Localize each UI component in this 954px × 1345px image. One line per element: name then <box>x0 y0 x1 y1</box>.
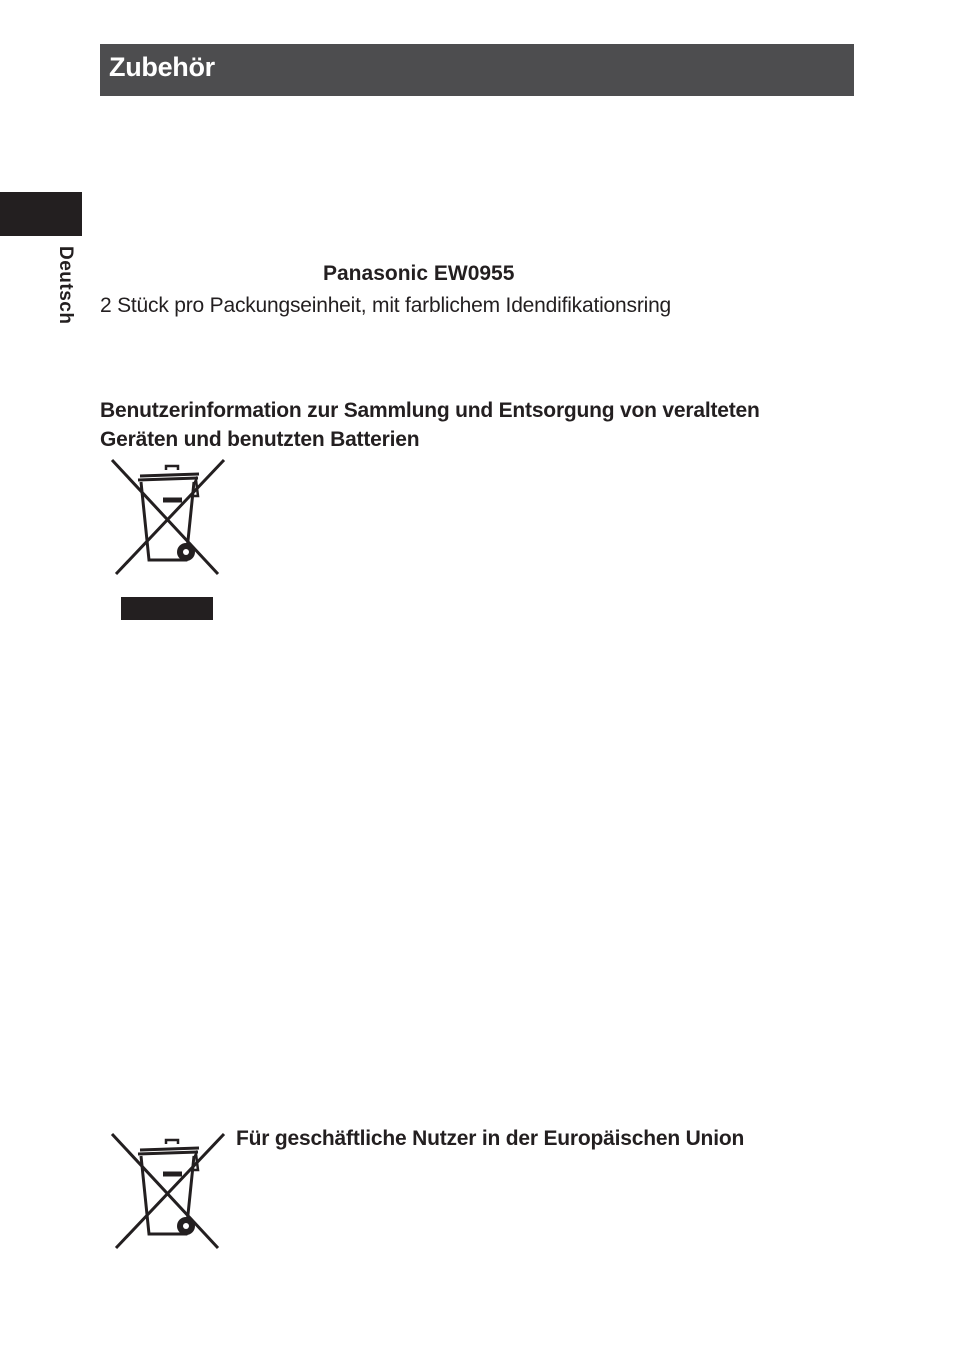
crossed-out-wheelie-bin-icon <box>108 456 228 578</box>
accessory-description: 2 Stück pro Packungseinheit, mit farblichem Idendifikationsring <box>100 294 672 317</box>
disposal-heading-line-2: Geräten und benutzten Batterien <box>100 428 420 451</box>
section-header-bar <box>100 44 854 96</box>
language-tab-label: Deutsch <box>55 246 76 325</box>
disposal-heading-line-1: Benutzerinformation zur Sammlung und Entsorgung von veralteten <box>100 399 760 422</box>
disposal-heading <box>100 396 860 454</box>
accessory-model-name: Panasonic EW0955 <box>323 262 515 285</box>
crossed-out-wheelie-bin-icon <box>108 1130 228 1252</box>
language-tab-marker <box>0 192 82 236</box>
business-users-heading: Für geschäftliche Nutzer in der Europäischen Union <box>236 1127 745 1150</box>
section-title: Zubehör <box>109 52 215 82</box>
solid-bar-symbol <box>121 597 213 620</box>
